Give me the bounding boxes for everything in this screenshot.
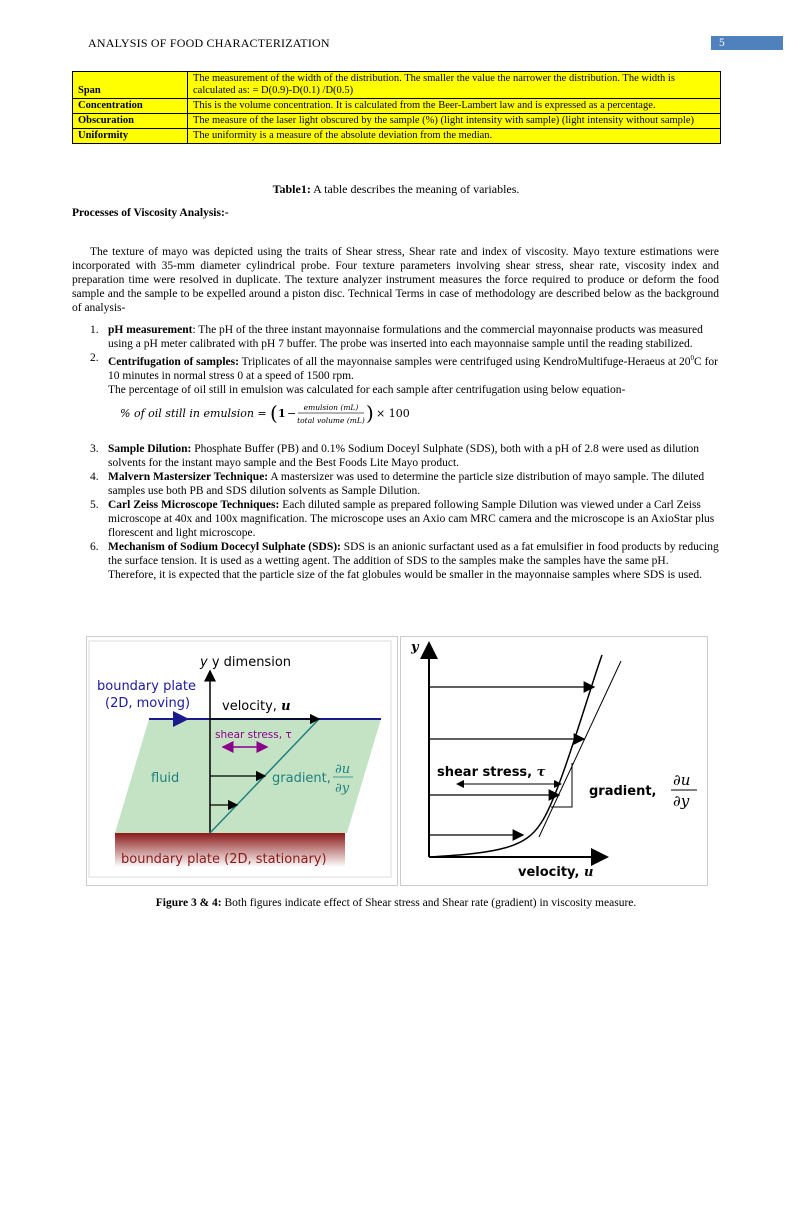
left-paren: ( <box>270 400 278 425</box>
gradient-du: ∂u <box>673 771 691 789</box>
gradient-dy: ∂y <box>673 792 690 810</box>
y-axis-label: y <box>411 640 419 655</box>
bottom-plate-label: boundary plate (2D, stationary) <box>121 852 327 867</box>
running-header: ANALYSIS OF FOOD CHARACTERIZATION <box>88 36 330 50</box>
table-row <box>73 114 721 129</box>
table-row <box>73 72 721 99</box>
equation-lhs: % of oil still in emulsion = <box>120 406 267 420</box>
top-plate-label: boundary plate <box>97 679 196 694</box>
table-caption-label: Table1: <box>272 182 311 196</box>
gradient-du: ∂u <box>335 762 351 777</box>
meaning-cell: This is the volume concentration. It is calculated from the Beer-Lambert law and is expressed as a percentage. <box>188 99 721 114</box>
section-heading: Processes of Viscosity Analysis:- <box>72 207 229 219</box>
gradient-dy: ∂y <box>335 781 350 796</box>
velocity-symbol: u <box>583 865 594 880</box>
step-text: : The pH of the three instant mayonnaise formulations and the commercial mayonnaise products was measured using a pH meter calibrated with pH 7 buffer. The probe was inserted into each mayonnaise sample until the reading stabilized. <box>108 324 703 350</box>
right-paren: ) <box>366 400 374 425</box>
equation-numerator: emulsion (mL) <box>303 402 359 412</box>
step-title: Malvern Mastersizer Technique: <box>108 470 269 483</box>
table-row <box>73 99 721 114</box>
list-number: 3. <box>90 442 99 455</box>
variables-table <box>72 71 721 144</box>
velocity-label <box>222 699 291 714</box>
table-caption-text: A table describes the meaning of variables. <box>310 182 520 196</box>
step-text: The percentage of oil still in emulsion was calculated for each sample after centrifugation using below equation- <box>108 383 626 396</box>
minus-sign: − <box>287 406 297 420</box>
table-row <box>73 129 721 144</box>
figure-caption-text: Both figures indicate effect of Shear stress and Shear rate (gradient) in viscosity measure. <box>221 897 637 909</box>
meaning-cell: The measurement of the width of the distribution. The smaller the value the narrower the distribution. The width is calculated as: = D(0.9)-D(0.1) /D(0.5) <box>188 72 721 99</box>
y-dimension-text: y dimension <box>211 655 292 670</box>
list-number: 4. <box>90 470 99 483</box>
step-text: Phosphate Buffer (PB) and 0.1% Sodium Doceyl Sulphate (SDS), both with a pH of 2.8 were used as dilution solvents for the instant mayo sample and the Best Foods Lite Mayo product. <box>108 442 700 469</box>
velocity-text: velocity, <box>518 865 584 880</box>
figure-caption <box>0 897 792 909</box>
shear-stress-symbol: τ <box>536 765 546 780</box>
shear-stress-text: shear stress, <box>437 765 537 780</box>
step-text: Each diluted sample as prepared following Sample Dilution was viewed under a Carl Zeiss microscope at 40x and 100x magnification. The microscope uses an Axio cam MRC camera and the microscope is an AxioStar plus florescent and light microscope. <box>108 498 715 539</box>
list-number: 6. <box>90 540 99 553</box>
equation-denominator: total volume (mL) <box>297 415 365 425</box>
step-title: Centrifugation of samples: <box>108 355 239 368</box>
y-symbol: y <box>200 655 208 670</box>
list-number: 2. <box>90 352 99 364</box>
gradient-triangle <box>551 763 572 807</box>
list-item <box>72 323 719 351</box>
list-number: 5. <box>90 498 99 511</box>
term-cell: Concentration <box>73 99 188 114</box>
step-title: Sample Dilution: <box>108 442 192 455</box>
list-item <box>72 470 719 498</box>
page-number: 5 <box>711 36 783 50</box>
step-text: C for 10 minutes in normal stress 0 at a speed of 1500 rpm. <box>108 355 719 382</box>
term-cell: Obscuration <box>73 114 188 129</box>
list-item <box>72 442 719 470</box>
term-cell: Span <box>73 72 188 99</box>
velocity-profile-curve <box>429 655 602 857</box>
shear-stress-label <box>437 765 546 780</box>
methods-list <box>72 323 719 582</box>
term-cell: Uniformity <box>73 129 188 144</box>
fluid-label: fluid <box>151 771 180 786</box>
list-item <box>72 540 719 582</box>
y-dimension-label <box>199 655 291 670</box>
list-item <box>72 498 719 540</box>
meaning-cell: The measure of the laser light obscured by the sample (%) (light intensity with sample) (light intensity without sample) <box>188 114 721 129</box>
list-number: 1. <box>90 324 99 336</box>
velocity-symbol: u <box>281 699 291 714</box>
step-text: Triplicates of all the mayonnaise samples were centrifuged using KendroMultifuge-Heraeus at 20 <box>238 355 691 368</box>
figure-velocity-profile <box>400 636 708 886</box>
gradient-label: gradient, <box>272 771 331 786</box>
intro-paragraph: The texture of mayo was depicted using the traits of Shear stress, Shear rate and index of viscosity. Mayo texture estimations were incorporated with 35-mm diameter cylindrical probe. Four texture parameters involving shear stress, shear rate, viscosity index and preparation time were resolved in duplicate. The texture analyzer instrument measures the force required to produce or deform the food sample and the sample to be expelled around a piston disc. Technical Terms in case of methodology are described below as the background of analysis- <box>72 246 719 314</box>
figure-shear-plates <box>86 636 398 886</box>
degree-superscript: 0 <box>690 354 695 362</box>
step-title: pH measurement <box>108 324 193 336</box>
velocity-text: velocity, <box>222 699 282 714</box>
figure-caption-label: Figure 3 & 4: <box>155 897 222 909</box>
equation-one: 1 <box>278 406 286 420</box>
gradient-label: gradient, <box>589 784 657 799</box>
table-caption <box>0 182 792 197</box>
step-title: Carl Zeiss Microscope Techniques: <box>108 498 280 511</box>
top-plate-sublabel: (2D, moving) <box>105 696 191 711</box>
step-text: SDS is an anionic surfactant used as a fat emulsifier in food products by reducing the surface tension. It is used as a wetting agent. The addition of SDS to the samples make the samples have the same pH. Therefore, it is expected that the particle size of the fat globules would be smaller in the mayonnaise samples where SDS is used. <box>108 540 719 581</box>
step-title: Mechanism of Sodium Docecyl Sulphate (SDS): <box>108 540 341 553</box>
velocity-label <box>518 865 593 880</box>
step-text: A mastersizer was used to determine the particle size distribution of mayo sample. The diluted samples use both PB and SDS dilution solvents as Sample Dilution. <box>108 470 705 497</box>
list-item <box>72 351 719 428</box>
meaning-cell: The uniformity is a measure of the absolute deviation from the median. <box>188 129 721 144</box>
equation-times: × 100 <box>376 406 410 420</box>
shear-stress-label: shear stress, τ <box>215 729 292 741</box>
oil-emulsion-equation <box>120 400 719 428</box>
